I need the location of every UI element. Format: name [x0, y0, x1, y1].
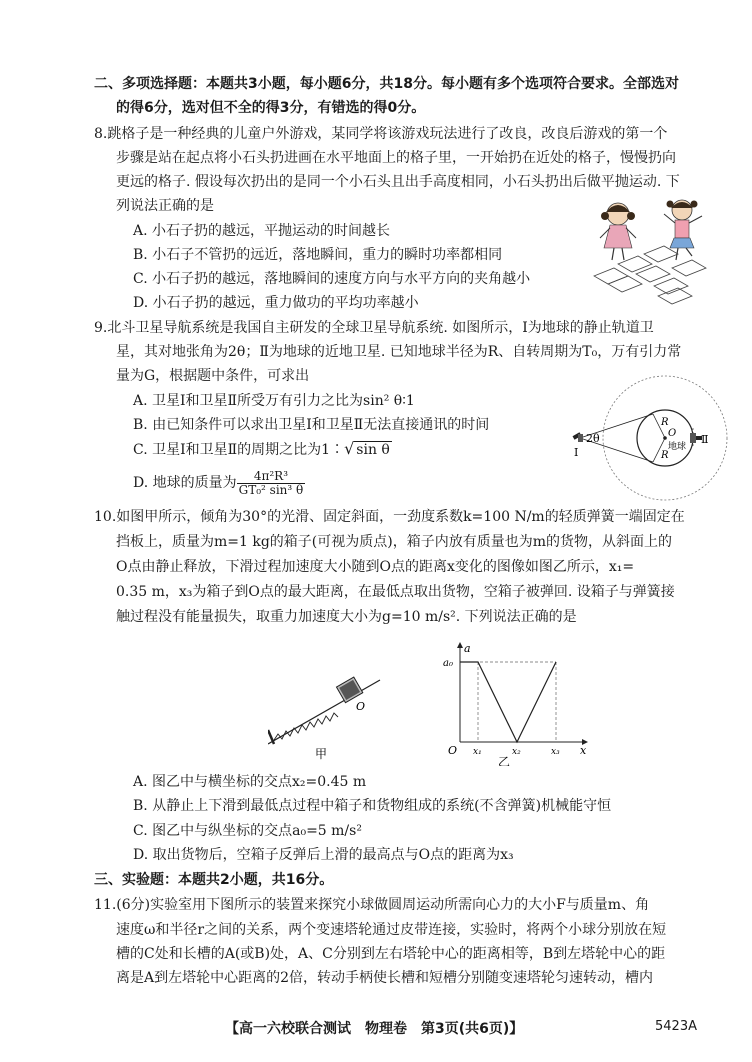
spring [274, 713, 338, 740]
q8-option-c: C. 小石子扔的越远，落地瞬间的速度方向与水平方向的夹角越小 [133, 271, 531, 287]
satellite-1-label: Ⅰ [574, 446, 579, 459]
a0-tick-label: a₀ [443, 658, 453, 669]
center-label: O [668, 428, 677, 439]
acceleration-curve [460, 662, 556, 742]
x3-tick-label: x₃ [551, 747, 560, 757]
section2-heading-cont: 的得6分，选对但不全的得3分，有错选的得0分。 [116, 100, 426, 116]
q9-option-c-radicand: sin θ [356, 442, 390, 458]
earth-label: 地球 [668, 442, 687, 452]
angle-label: 2θ [586, 432, 600, 445]
earth-mass-fraction [237, 470, 306, 497]
q10-option-b: B. 从静止上下滑到最低点过程中箱子和货物组成的系统(不含弹簧)机械能守恒 [133, 798, 612, 814]
q10-option-c: C. 图乙中与纵坐标的交点a₀=5 m/s² [133, 823, 362, 839]
origin-label: O [448, 744, 458, 757]
x-axis-label: x [580, 744, 587, 757]
q9-line-1: 9.北斗卫星导航系统是我国自主研发的全球卫星导航系统. 如图所示，Ⅰ为地球的静止轨道卫 [94, 320, 654, 336]
q9-option-b: B. 由已知条件可以求出卫星Ⅰ和卫星Ⅱ无法直接通讯的时间 [133, 417, 490, 433]
q10-line-2: 挡板上，质量为m=1 kg的箱子(可视为质点)，箱子内放有质量也为m的货物，从斜面上的 [116, 534, 673, 550]
figure-jia-caption: 甲 [315, 747, 328, 760]
fraction-denominator: GT₀² sin³ θ [238, 482, 304, 497]
figure-yi-caption: 乙 [498, 755, 511, 766]
q9-option-d-text: D. 地球的质量为 [133, 475, 237, 491]
q8-option-a: A. 小石子扔的越远，平抛运动的时间越长 [133, 223, 391, 239]
q8-option-d: D. 小石子扔的越远，重力做功的平均功率越小 [133, 295, 419, 311]
q10-line-3: O点由静止释放，下滑过程加速度大小随到O点的距离x变化的图像如图乙所示，x₁= [116, 559, 635, 575]
radius-label-upper: R [661, 417, 669, 428]
hopscotch-children-illustration [588, 196, 710, 308]
q10-option-d: D. 取出货物后，空箱子反弹后上滑的最高点与O点的距离为x₃ [133, 847, 514, 863]
q8-line-3: 更远的格子. 假设每次扔出的是同一个小石头且出手高度相同，小石头扔出后做平抛运动. 下 [116, 174, 680, 190]
q10-line-5: 触过程没有能量损失，取重力加速度大小为g=10 m/s². 下列说法正确的是 [116, 609, 577, 625]
q9-option-c-text: C. 卫星Ⅰ和卫星Ⅱ的周期之比为1∶ [133, 442, 345, 458]
incline-spring-figure [268, 668, 386, 760]
q8-line-1: 8.跳格子是一种经典的儿童户外游戏，某同学将该游戏玩法进行了改良，改良后游戏的第一个 [94, 126, 668, 142]
q11-line-4: 离是A到左塔轮中心距离的2倍，转动手柄使长槽和短槽分别随变速塔轮匀速转动，槽内 [116, 970, 654, 986]
q9-option-a: A. 卫星Ⅰ和卫星Ⅱ所受万有引力之比为sin² θ∶1 [133, 393, 415, 409]
q9-option-c [133, 440, 392, 459]
box [336, 677, 362, 703]
point-o-label: O [356, 700, 366, 713]
q11-line-3: 槽的C处和长槽的A(或B)处，A、C分别到左右塔轮中心的距离相等，B到左塔轮中心的距 [116, 946, 666, 962]
q9-option-d [133, 468, 305, 498]
satellite-2-label: Ⅱ [701, 433, 709, 446]
acceleration-distance-graph [440, 642, 590, 766]
q9-line-3: 量为G，根据题中条件，可求出 [116, 368, 310, 384]
x2-tick-label: x₂ [512, 747, 521, 757]
section3-heading: 三、实验题：本题共2小题，共16分。 [94, 872, 334, 888]
q11-line-2: 速度ω和半径r之间的关系，两个变速塔轮通过皮带连接，实验时，将两个小球分别放在短 [116, 922, 667, 938]
y-axis-label: a [464, 642, 471, 655]
q10-option-a: A. 图乙中与横坐标的交点x₂=0.45 m [133, 774, 367, 790]
q9-line-2: 星，其对地张角为2θ；Ⅱ为地球的近地卫星. 已知地球半径为R、自转周期为T₀，万有引力常 [116, 344, 682, 360]
satellite-orbit-diagram [570, 372, 730, 504]
paper-code: 5423A [655, 1019, 697, 1034]
q8-option-b: B. 小石子不管扔的远近，落地瞬间，重力的瞬时功率都相同 [133, 247, 503, 263]
x1-tick-label: x₁ [473, 747, 482, 757]
page-footer: 【高一六校联合测试 物理卷 第3页(共6页)】 [225, 1021, 524, 1037]
radius-label-lower: R [661, 450, 669, 461]
section2-heading: 二、多项选择题：本题共3小题，每小题6分，共18分。每小题有多个选项符合要求。全部选对 [94, 76, 679, 92]
q8-line-4: 列说法正确的是 [116, 198, 214, 214]
fraction-numerator: 4π²R³ [237, 470, 306, 484]
q10-line-1: 10.如图甲所示，倾角为30°的光滑、固定斜面，一劲度系数k=100 N/m的轻质弹簧一端固定在 [94, 509, 685, 525]
q8-line-2: 步骤是站在起点将小石头扔进画在水平地面上的格子里，一开始扔在近处的格子，慢慢扔向 [116, 150, 676, 166]
q10-line-4: 0.35 m，x₃为箱子到O点的最大距离，在最低点取出货物，空箱子被弹回. 设箱子与弹簧接 [116, 584, 675, 600]
q11-line-1: 11.(6分)实验室用下图所示的装置来探究小球做圆周运动所需向心力的大小F与质量m、角 [94, 897, 650, 913]
sqrt-sign: √ [344, 439, 355, 458]
satellite-1-icon [573, 432, 583, 442]
